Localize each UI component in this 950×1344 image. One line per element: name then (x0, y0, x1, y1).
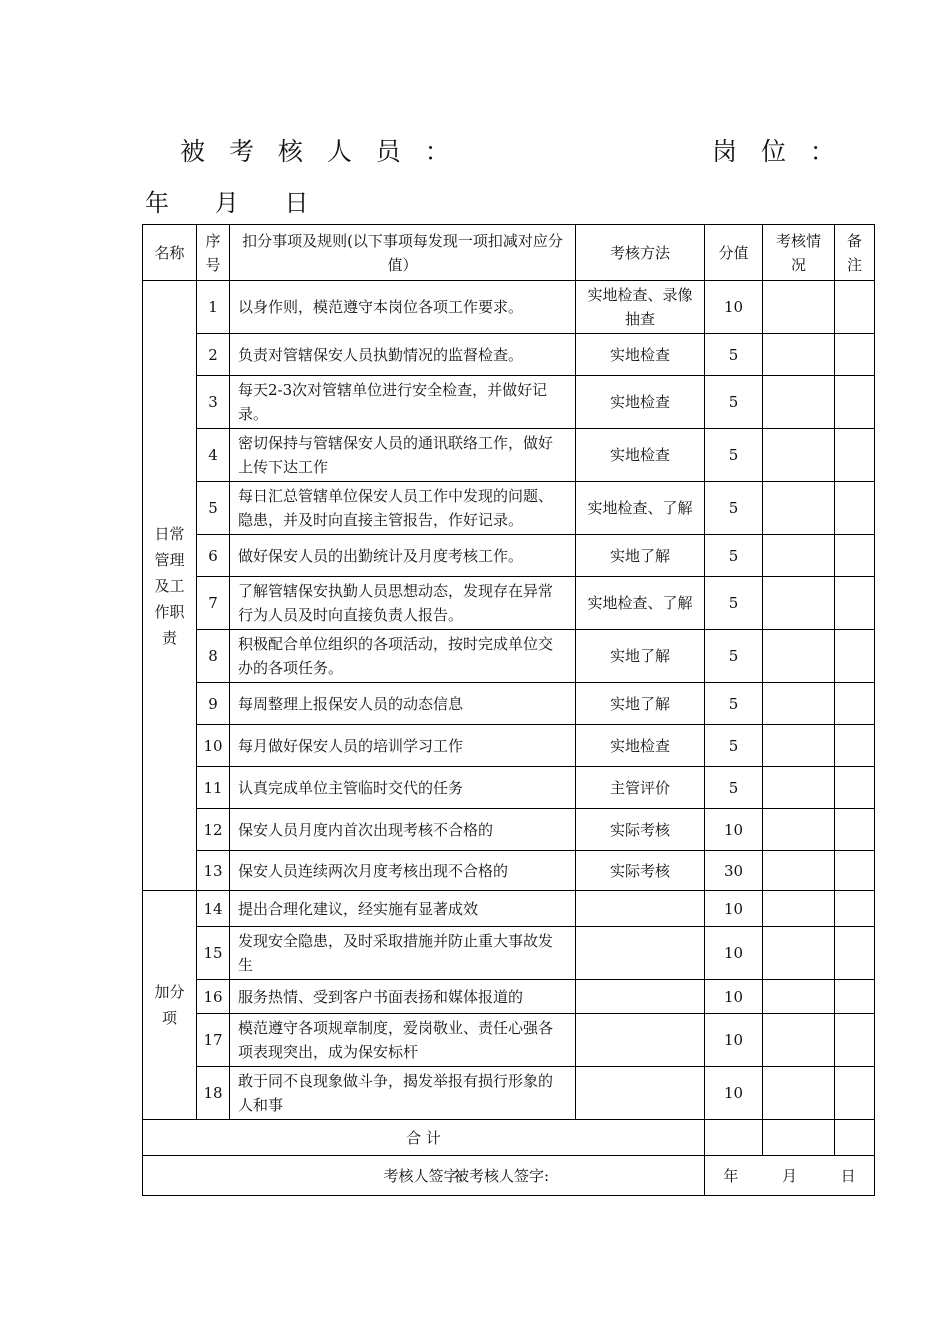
table-row (143, 577, 875, 630)
method-cell: 实地检查、录像抽查 (576, 281, 705, 334)
table-row (143, 683, 875, 725)
method-cell: 实地了解 (576, 683, 705, 725)
total-score-cell (705, 1120, 763, 1156)
sign-day-label: 日 (840, 1166, 856, 1185)
method-cell (576, 1067, 705, 1120)
table-row (143, 851, 875, 891)
result-cell (763, 1067, 835, 1120)
result-cell (763, 281, 835, 334)
score-cell: 5 (705, 725, 763, 767)
col-header-name: 名称 (143, 225, 197, 281)
method-cell: 实地了解 (576, 630, 705, 683)
table-row (143, 891, 875, 927)
seq-cell: 11 (197, 767, 230, 809)
category-label: 日常管理及工作职责 (154, 524, 185, 647)
score-cell: 5 (705, 577, 763, 630)
result-cell (763, 980, 835, 1014)
score-cell: 10 (705, 927, 763, 980)
signature-row (143, 1156, 875, 1196)
table-row (143, 980, 875, 1014)
result-cell (763, 376, 835, 429)
note-cell (835, 851, 875, 891)
table-row (143, 1067, 875, 1120)
result-cell (763, 482, 835, 535)
seq-cell: 18 (197, 1067, 230, 1120)
note-cell (835, 376, 875, 429)
note-cell (835, 683, 875, 725)
total-note-cell (835, 1120, 875, 1156)
rule-cell: 每天2-3次对管辖单位进行安全检查，并做好记录。 (230, 376, 576, 429)
rule-cell: 密切保持与管辖保安人员的通讯联络工作，做好上传下达工作 (230, 429, 576, 482)
table-row (143, 809, 875, 851)
note-cell (835, 535, 875, 577)
score-cell: 10 (705, 809, 763, 851)
rule-cell: 每月做好保安人员的培训学习工作 (230, 725, 576, 767)
table-row (143, 334, 875, 376)
rule-cell: 负责对管辖保安人员执勤情况的监督检查。 (230, 334, 576, 376)
sign-year-label: 年 (723, 1166, 739, 1185)
col-header-score: 分值 (705, 225, 763, 281)
method-cell: 实地了解 (576, 535, 705, 577)
assessee-signature-label: 被考核人签字: (454, 1166, 550, 1185)
result-cell (763, 1014, 835, 1067)
note-cell (835, 281, 875, 334)
result-cell (763, 535, 835, 577)
score-cell: 10 (705, 1014, 763, 1067)
table-row (143, 482, 875, 535)
score-cell: 5 (705, 630, 763, 683)
seq-cell: 17 (197, 1014, 230, 1067)
method-cell (576, 1014, 705, 1067)
assessor-signature-label: 考核人签字: (383, 1166, 464, 1185)
method-cell: 主管评价 (576, 767, 705, 809)
result-cell (763, 891, 835, 927)
seq-cell: 8 (197, 630, 230, 683)
seq-cell: 12 (197, 809, 230, 851)
result-cell (763, 927, 835, 980)
result-cell (763, 851, 835, 891)
seq-cell: 3 (197, 376, 230, 429)
rule-cell: 做好保安人员的出勤统计及月度考核工作。 (230, 535, 576, 577)
table-row (143, 281, 875, 334)
method-cell: 实际考核 (576, 809, 705, 851)
note-cell (835, 725, 875, 767)
result-cell (763, 683, 835, 725)
total-result-cell (763, 1120, 835, 1156)
result-cell (763, 577, 835, 630)
method-cell: 实地检查 (576, 429, 705, 482)
result-cell (763, 809, 835, 851)
table-header-row (143, 225, 875, 281)
category-cell (143, 891, 197, 1120)
sign-month-label: 月 (781, 1166, 797, 1185)
seq-cell: 13 (197, 851, 230, 891)
rule-cell: 每周整理上报保安人员的动态信息 (230, 683, 576, 725)
table-row (143, 1014, 875, 1067)
score-cell: 5 (705, 376, 763, 429)
method-cell (576, 927, 705, 980)
note-cell (835, 980, 875, 1014)
score-cell: 10 (705, 281, 763, 334)
note-cell (835, 429, 875, 482)
rule-cell: 每日汇总管辖单位保安人员工作中发现的问题、隐患，并及时向直接主管报告，作好记录。 (230, 482, 576, 535)
table-row (143, 376, 875, 429)
note-cell (835, 927, 875, 980)
seq-cell: 10 (197, 725, 230, 767)
seq-cell: 16 (197, 980, 230, 1014)
method-cell: 实地检查、了解 (576, 482, 705, 535)
note-cell (835, 1014, 875, 1067)
rule-cell: 模范遵守各项规章制度，爱岗敬业、责任心强各项表现突出，成为保安标杆 (230, 1014, 576, 1067)
result-cell (763, 630, 835, 683)
rule-cell: 发现安全隐患，及时采取措施并防止重大事故发生 (230, 927, 576, 980)
score-cell: 10 (705, 980, 763, 1014)
result-cell (763, 725, 835, 767)
method-cell (576, 980, 705, 1014)
seq-cell: 15 (197, 927, 230, 980)
note-cell (835, 577, 875, 630)
seq-cell: 14 (197, 891, 230, 927)
rule-cell: 了解管辖保安执勤人员思想动态，发现存在异常行为人员及时向直接负责人报告。 (230, 577, 576, 630)
method-cell: 实地检查、了解 (576, 577, 705, 630)
method-cell (576, 891, 705, 927)
col-header-result: 考核情况 (763, 225, 835, 281)
post-label: 岗 位 ： (712, 137, 843, 166)
method-cell: 实地检查 (576, 725, 705, 767)
col-header-note: 备注 (835, 225, 875, 281)
table-row (143, 725, 875, 767)
note-cell (835, 809, 875, 851)
note-cell (835, 630, 875, 683)
score-cell: 5 (705, 535, 763, 577)
score-cell: 30 (705, 851, 763, 891)
score-cell: 5 (705, 429, 763, 482)
seq-cell: 4 (197, 429, 230, 482)
category-label: 加分项 (154, 983, 185, 1027)
col-header-rule: 扣分事项及规则(以下事项每发现一项扣减对应分值） (230, 225, 576, 281)
score-cell: 10 (705, 1067, 763, 1120)
seq-cell: 6 (197, 535, 230, 577)
result-cell (763, 429, 835, 482)
note-cell (835, 482, 875, 535)
rule-cell: 提出合理化建议，经实施有显著成效 (230, 891, 576, 927)
method-cell: 实地检查 (576, 334, 705, 376)
note-cell (835, 334, 875, 376)
table-row (143, 927, 875, 980)
col-header-seq: 序号 (197, 225, 230, 281)
rule-cell: 服务热情、受到客户书面表扬和媒体报道的 (230, 980, 576, 1014)
assessment-table (142, 224, 875, 1196)
score-cell: 5 (705, 767, 763, 809)
result-cell (763, 767, 835, 809)
table-row (143, 767, 875, 809)
method-cell: 实际考核 (576, 851, 705, 891)
col-header-method: 考核方法 (576, 225, 705, 281)
note-cell (835, 1067, 875, 1120)
result-cell (763, 334, 835, 376)
seq-cell: 1 (197, 281, 230, 334)
score-cell: 5 (705, 482, 763, 535)
assessee-name-label: 被 考 核 人 员 ： (180, 137, 458, 166)
score-cell: 5 (705, 334, 763, 376)
rule-cell: 认真完成单位主管临时交代的任务 (230, 767, 576, 809)
table-row (143, 630, 875, 683)
total-row (143, 1120, 875, 1156)
signature-date-cell (705, 1156, 875, 1196)
table-row (143, 429, 875, 482)
table-row (143, 535, 875, 577)
score-cell: 10 (705, 891, 763, 927)
seq-cell: 2 (197, 334, 230, 376)
date-label: 年 月 日 (145, 189, 309, 217)
seq-cell: 9 (197, 683, 230, 725)
total-label: 合 计 (143, 1120, 705, 1156)
score-cell: 5 (705, 683, 763, 725)
category-cell (143, 281, 197, 891)
signature-cell (143, 1156, 705, 1196)
rule-cell: 积极配合单位组织的各项活动，按时完成单位交办的各项任务。 (230, 630, 576, 683)
note-cell (835, 891, 875, 927)
rule-cell: 以身作则，模范遵守本岗位各项工作要求。 (230, 281, 576, 334)
rule-cell: 保安人员月度内首次出现考核不合格的 (230, 809, 576, 851)
seq-cell: 7 (197, 577, 230, 630)
rule-cell: 保安人员连续两次月度考核出现不合格的 (230, 851, 576, 891)
rule-cell: 敢于同不良现象做斗争，揭发举报有损行形象的人和事 (230, 1067, 576, 1120)
method-cell: 实地检查 (576, 376, 705, 429)
note-cell (835, 767, 875, 809)
seq-cell: 5 (197, 482, 230, 535)
